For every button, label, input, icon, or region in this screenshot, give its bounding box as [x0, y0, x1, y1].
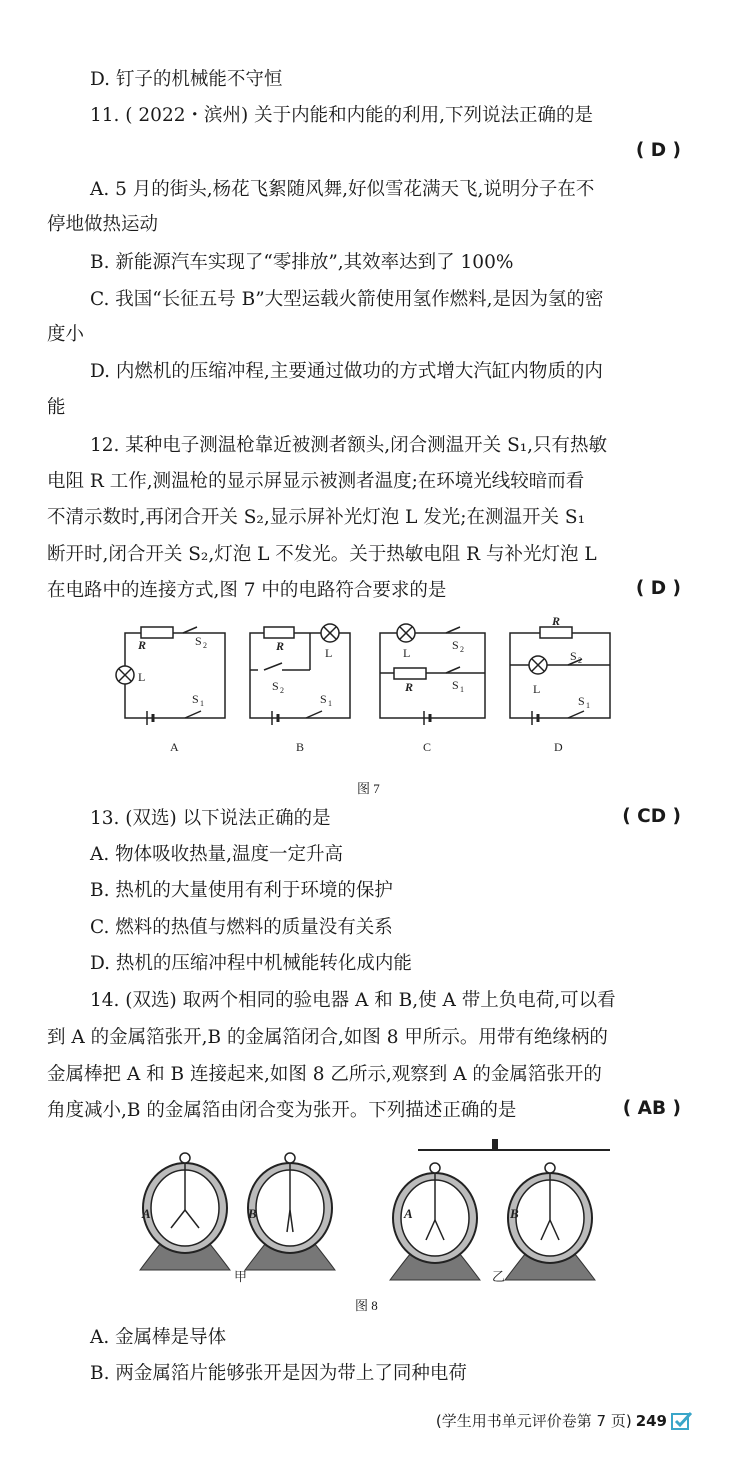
svg-text:S: S: [578, 694, 585, 708]
q12-line2: 电阻 R 工作,测温枪的显示屏显示被测者温度;在环境光线较暗而看: [47, 471, 585, 492]
q11-answer: ( D ): [635, 140, 681, 161]
svg-text:R: R: [552, 615, 561, 628]
figure-7-circuits: [100, 615, 640, 765]
electroscope-b-jia: [245, 1153, 335, 1270]
electroscope-a-yi: [390, 1163, 480, 1280]
svg-text:S: S: [570, 649, 577, 663]
q14-option-a: A. 金属棒是导体: [90, 1327, 227, 1348]
svg-text:1: 1: [460, 685, 464, 694]
q14-line4: 角度减小,B 的金属箔由闭合变为张开。下列描述正确的是: [47, 1100, 517, 1121]
q11-option-a-line2: 停地做热运动: [47, 214, 159, 235]
svg-text:2: 2: [203, 641, 207, 650]
q13-option-a: A. 物体吸收热量,温度一定升高: [90, 844, 344, 865]
circuit-a: [116, 627, 225, 725]
q14-line2: 到 A 的金属箔张开,B 的金属箔闭合,如图 8 甲所示。用带有绝缘柄的: [47, 1027, 608, 1048]
q13-option-b: B. 热机的大量使用有利于环境的保护: [90, 880, 393, 901]
circuit-c: [380, 624, 485, 725]
svg-text:1: 1: [586, 701, 590, 710]
figure-8-electroscopes: [130, 1135, 620, 1285]
q11-option-c-line1: C. 我国“长征五号 B”大型运载火箭使用氢作燃料,是因为氢的密: [90, 289, 604, 310]
q11-option-b: B. 新能源汽车实现了“零排放”,其效率达到了 100%: [90, 252, 514, 273]
svg-text:A: A: [404, 1206, 413, 1221]
q11-option-a-line1: A. 5 月的街头,杨花飞絮随风舞,好似雪花满天飞,说明分子在不: [90, 179, 595, 200]
svg-text:S: S: [320, 692, 327, 706]
q12-answer: ( D ): [635, 578, 681, 599]
svg-text:乙: 乙: [492, 1269, 506, 1284]
svg-text:2: 2: [578, 656, 582, 665]
q12-line4: 断开时,闭合开关 S₂,灯泡 L 不发光。关于热敏电阻 R 与补光灯泡 L: [47, 544, 597, 565]
svg-text:L: L: [138, 670, 146, 684]
circuit-d: [510, 627, 610, 725]
figure-7-caption: 图 7: [357, 781, 380, 796]
q12-line1: 12. 某种电子测温枪靠近被测者额头,闭合测温开关 S₁,只有热敏: [90, 435, 608, 456]
svg-text:L: L: [403, 646, 411, 660]
svg-text:S: S: [195, 634, 202, 648]
q12-line5: 在电路中的连接方式,图 7 中的电路符合要求的是: [47, 580, 447, 601]
svg-text:S: S: [452, 638, 459, 652]
q13-option-c: C. 燃料的热值与燃料的质量没有关系: [90, 917, 393, 938]
q12-line3: 不清示数时,再闭合开关 S₂,显示屏补光灯泡 L 发光;在测温开关 S₁: [47, 507, 585, 528]
svg-text:C: C: [423, 740, 432, 754]
svg-text:2: 2: [280, 686, 284, 695]
svg-text:R: R: [276, 639, 285, 653]
svg-text:B: B: [510, 1206, 519, 1221]
svg-text:S: S: [452, 678, 459, 692]
page-footer: [436, 1410, 693, 1431]
footer-text: (学生用书单元评价卷第 7 页): [435, 1412, 632, 1430]
q11-option-d-line1: D. 内燃机的压缩冲程,主要通过做功的方式增大汽缸内物质的内: [90, 361, 603, 382]
page-number: 249: [635, 1411, 667, 1430]
electroscope-b-yi: [505, 1163, 595, 1280]
q11-option-c-line2: 度小: [47, 324, 85, 345]
checkmark-icon: [671, 1411, 693, 1431]
q14-line1: 14. (双选) 取两个相同的验电器 A 和 B,使 A 带上负电荷,可以看: [90, 990, 616, 1011]
q14-line3: 金属棒把 A 和 B 连接起来,如图 8 乙所示,观察到 A 的金属箔张开的: [47, 1064, 602, 1085]
svg-text:1: 1: [328, 699, 332, 708]
q14-option-b: B. 两金属箔片能够张开是因为带上了同种电荷: [90, 1363, 467, 1384]
q13-option-d: D. 热机的压缩冲程中机械能转化成内能: [90, 953, 412, 974]
svg-text:S: S: [272, 679, 279, 693]
circuit-b: [250, 624, 350, 725]
svg-text:B: B: [248, 1206, 257, 1221]
svg-text:L: L: [533, 682, 541, 696]
q10-option-d: D. 钉子的机械能不守恒: [90, 69, 283, 90]
svg-text:A: A: [170, 740, 179, 754]
svg-text:1: 1: [200, 699, 204, 708]
svg-text:D: D: [554, 740, 563, 754]
electroscope-a-jia: [140, 1153, 230, 1270]
figure-8-caption: 图 8: [355, 1298, 378, 1313]
svg-text:B: B: [296, 740, 305, 754]
q11-stem: 11. ( 2022・滨州) 关于内能和内能的利用,下列说法正确的是: [90, 105, 593, 126]
svg-text:2: 2: [460, 645, 464, 654]
q11-option-d-line2: 能: [47, 397, 66, 418]
svg-text:R: R: [405, 680, 414, 694]
svg-text:A: A: [142, 1206, 151, 1221]
q14-answer: ( AB ): [622, 1098, 681, 1119]
svg-text:R: R: [138, 638, 147, 652]
svg-text:S: S: [192, 692, 199, 706]
svg-text:L: L: [325, 646, 333, 660]
q13-stem: 13. (双选) 以下说法正确的是: [90, 808, 331, 829]
svg-text:甲: 甲: [234, 1269, 248, 1284]
q13-answer: ( CD ): [622, 806, 681, 827]
